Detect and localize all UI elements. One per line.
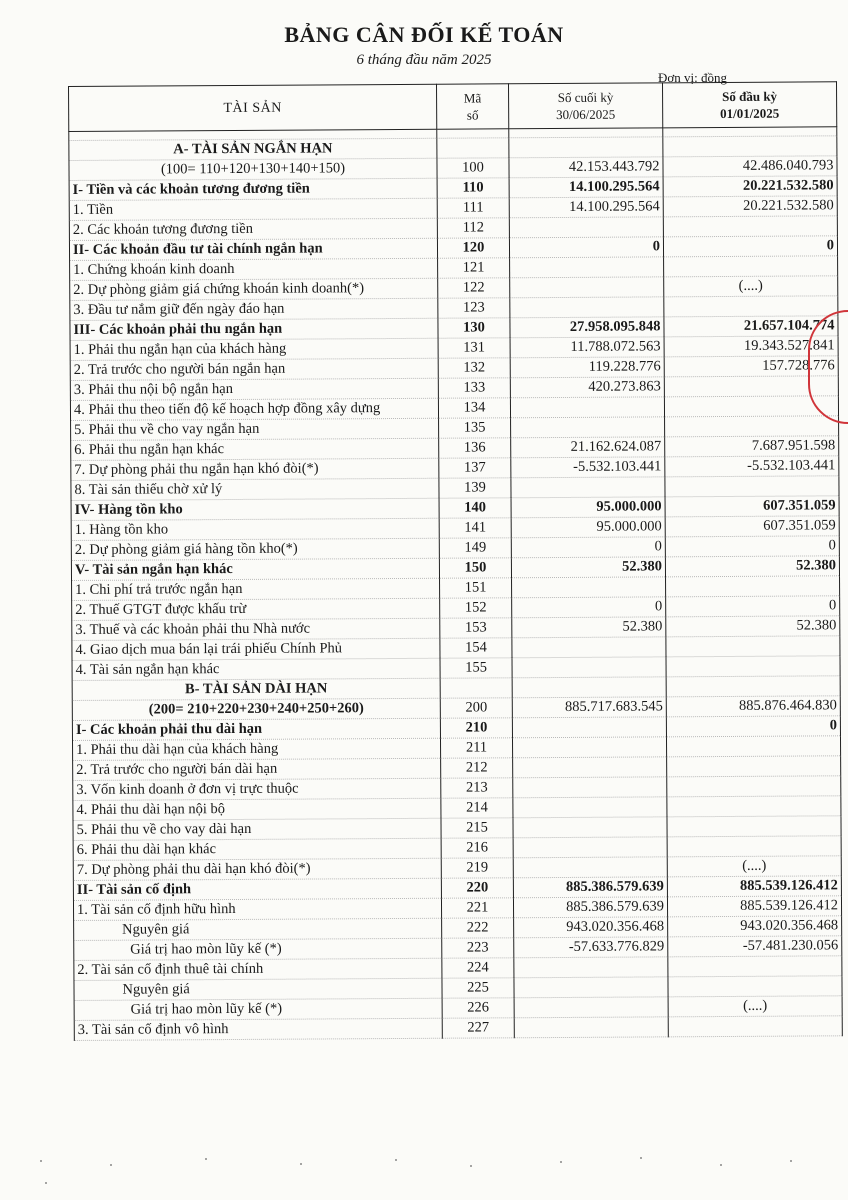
row-end-value: [512, 577, 666, 598]
row-end-value: 0: [509, 237, 663, 258]
row-label: 8. Tài sản thiếu chờ xử lý: [71, 478, 439, 500]
row-begin-value: 7.687.951.598: [665, 436, 839, 457]
row-begin-value: 52.380: [665, 556, 839, 577]
header-code-line2: số: [466, 107, 479, 123]
row-end-value: 0: [512, 597, 666, 618]
row-code: 136: [439, 438, 511, 458]
row-label: II- Các khoản đầu tư tài chính ngắn hạn: [69, 238, 437, 260]
row-end-value: [510, 257, 664, 278]
row-begin-value: 885.876.464.830: [666, 696, 840, 717]
row-code: 139: [439, 478, 511, 498]
row-begin-value: -5.532.103.441: [665, 456, 839, 477]
row-label: (100= 110+120+130+140+150): [69, 158, 437, 180]
row-end-value: 885.386.579.639: [513, 897, 667, 918]
row-end-value: [513, 777, 667, 798]
row-end-value: 885.717.683.545: [512, 697, 666, 718]
row-end-value: [511, 417, 665, 438]
row-code: 224: [442, 958, 514, 978]
row-label: V- Tài sản ngắn hạn khác: [71, 558, 439, 580]
row-code: 155: [440, 658, 512, 678]
row-label: (200= 210+220+230+240+250+260): [72, 698, 440, 720]
row-end-value: [512, 677, 666, 698]
row-label: 4. Tài sản ngắn hạn khác: [72, 658, 440, 680]
row-begin-value: 52.380: [666, 616, 840, 637]
row-label: II- Tài sản cố định: [73, 878, 441, 900]
row-label: 4. Phải thu theo tiến độ kế hoạch hợp đồng xây dựng: [70, 398, 438, 420]
row-begin-value: [666, 736, 840, 757]
row-code: 153: [440, 618, 512, 638]
row-code: 141: [439, 518, 511, 538]
row-end-value: [510, 277, 664, 298]
row-begin-value: [667, 836, 841, 857]
row-label: 3. Thuế và các khoản phải thu Nhà nước: [72, 618, 440, 640]
row-code: 121: [438, 258, 510, 278]
row-label: A- TÀI SẢN NGẮN HẠN: [69, 138, 437, 160]
row-begin-value: [667, 796, 841, 817]
row-end-value: 52.380: [512, 617, 666, 638]
row-label: 1. Chứng khoán kinh doanh: [70, 258, 438, 280]
row-code: 149: [439, 538, 511, 558]
row-label: 3. Đầu tư nắm giữ đến ngày đáo hạn: [70, 298, 438, 320]
row-label: 3. Phải thu nội bộ ngắn hạn: [70, 378, 438, 400]
row-begin-value: [668, 956, 842, 977]
row-label: I- Các khoản phải thu dài hạn: [72, 718, 440, 740]
header-begin-line1: Số đầu kỳ: [722, 88, 778, 105]
row-end-value: [512, 637, 666, 658]
row-begin-value: 42.486.040.793: [663, 156, 837, 177]
header-code: [436, 84, 508, 129]
row-label: Nguyên giá: [74, 978, 442, 1000]
header-end-period: [508, 83, 662, 129]
row-code: 122: [438, 278, 510, 298]
row-code: 154: [440, 638, 512, 658]
row-end-value: [514, 957, 668, 978]
row-label: 7. Dự phòng phải thu dài hạn khó đòi(*): [73, 858, 441, 880]
row-end-value: [512, 717, 666, 738]
row-end-value: [512, 657, 666, 678]
row-begin-value: [667, 816, 841, 837]
balance-sheet: [68, 81, 842, 1041]
row-code: 123: [438, 298, 510, 318]
row-label: 7. Dự phòng phải thu ngắn hạn khó đòi(*): [71, 458, 439, 480]
row-code: 135: [439, 418, 511, 438]
row-end-value: [513, 817, 667, 838]
row-label: 1. Chi phí trả trước ngắn hạn: [72, 578, 440, 600]
row-label: 3. Vốn kinh doanh ở đơn vị trực thuộc: [73, 778, 441, 800]
row-begin-value: 19.343.527.841: [664, 336, 838, 357]
scan-specks: [0, 1150, 848, 1200]
row-end-value: 14.100.295.564: [509, 197, 663, 218]
row-begin-value: [667, 776, 841, 797]
row-code: 223: [442, 938, 514, 958]
row-begin-value: 885.539.126.412: [667, 876, 841, 897]
row-begin-value: [668, 1016, 842, 1037]
row-begin-value: 943.020.356.468: [668, 916, 842, 937]
row-begin-value: (....): [664, 276, 838, 297]
row-label: 6. Phải thu dài hạn khác: [73, 838, 441, 860]
table-header-row: [69, 82, 837, 132]
row-code: 152: [440, 598, 512, 618]
row-end-value: [512, 737, 666, 758]
row-code: 150: [439, 558, 511, 578]
row-end-value: -5.532.103.441: [511, 457, 665, 478]
row-end-value: 95.000.000: [511, 497, 665, 518]
row-end-value: [513, 757, 667, 778]
row-begin-value: (....): [668, 996, 842, 1017]
row-code: 110: [437, 178, 509, 198]
header-code-line1: Mã: [463, 90, 482, 106]
row-label: Giá trị hao mòn lũy kế (*): [74, 998, 442, 1020]
row-code: 111: [437, 198, 509, 218]
row-end-value: [510, 297, 664, 318]
row-code: 200: [440, 698, 512, 718]
row-code: 130: [438, 318, 510, 338]
row-begin-value: [666, 676, 840, 697]
document-title: BẢNG CÂN ĐỐI KẾ TOÁN: [284, 22, 564, 47]
row-begin-value: 157.728.776: [664, 356, 838, 377]
row-code: 211: [440, 738, 512, 758]
row-code: 214: [441, 798, 513, 818]
row-begin-value: [664, 256, 838, 277]
row-begin-value: [664, 296, 838, 317]
row-begin-value: 21.657.104.774: [664, 316, 838, 337]
row-begin-value: 20.221.532.580: [663, 196, 837, 217]
row-label: I- Tiền và các khoản tương đương tiền: [69, 178, 437, 200]
row-begin-value: 0: [663, 236, 837, 257]
row-code: 131: [438, 338, 510, 358]
row-begin-value: 885.539.126.412: [667, 896, 841, 917]
row-end-value: -57.633.776.829: [514, 937, 668, 958]
row-code: 151: [440, 578, 512, 598]
row-end-value: 95.000.000: [511, 517, 665, 538]
row-label: Giá trị hao mòn lũy kế (*): [74, 938, 442, 960]
row-code: 132: [438, 358, 510, 378]
row-code: 137: [439, 458, 511, 478]
row-code: 215: [441, 818, 513, 838]
row-end-value: 42.153.443.792: [509, 157, 663, 178]
row-end-value: [513, 837, 667, 858]
row-end-value: 119.228.776: [510, 357, 664, 378]
row-label: 5. Phải thu về cho vay dài hạn: [73, 818, 441, 840]
row-code: 140: [439, 498, 511, 518]
row-begin-value: [663, 136, 837, 157]
row-code: 222: [442, 918, 514, 938]
row-label: IV- Hàng tồn kho: [71, 498, 439, 520]
row-end-value: 0: [511, 537, 665, 558]
row-code: 219: [441, 858, 513, 878]
row-label: B- TÀI SẢN DÀI HẠN: [72, 678, 440, 700]
header-end-line1: Số cuối kỳ: [557, 89, 614, 106]
row-label: 4. Giao dịch mua bán lại trái phiếu Chính Phủ: [72, 638, 440, 660]
row-end-value: [509, 137, 663, 158]
row-label: 1. Phải thu ngắn hạn của khách hàng: [70, 338, 438, 360]
row-label: 3. Tài sản cố định vô hình: [74, 1018, 442, 1040]
row-end-value: [513, 797, 667, 818]
row-label: III- Các khoản phải thu ngắn hạn: [70, 318, 438, 340]
row-label: 1. Hàng tồn kho: [71, 518, 439, 540]
row-begin-value: [665, 476, 839, 497]
row-end-value: [513, 857, 667, 878]
header-begin-line2: 01/01/2025: [720, 105, 780, 122]
header-begin-period: [662, 82, 836, 128]
row-begin-value: 607.351.059: [665, 516, 839, 537]
header-assets: TÀI SẢN: [69, 84, 437, 131]
row-end-value: 420.273.863: [510, 377, 664, 398]
row-code: 112: [437, 218, 509, 238]
row-end-value: [514, 1017, 668, 1038]
row-code: 221: [441, 898, 513, 918]
row-end-value: 11.788.072.563: [510, 337, 664, 358]
row-code: 100: [437, 158, 509, 178]
currency-unit: Đơn vị: đồng: [658, 70, 727, 85]
row-end-value: 943.020.356.468: [514, 917, 668, 938]
row-label: 1. Phải thu dài hạn của khách hàng: [72, 738, 440, 760]
row-code: 216: [441, 838, 513, 858]
row-begin-value: 0: [666, 596, 840, 617]
row-begin-value: [666, 576, 840, 597]
row-begin-value: [667, 756, 841, 777]
row-label: 6. Phải thu ngắn hạn khác: [71, 438, 439, 460]
row-label: 4. Phải thu dài hạn nội bộ: [73, 798, 441, 820]
row-end-value: 885.386.579.639: [513, 877, 667, 898]
row-end-value: [509, 217, 663, 238]
row-code: 212: [441, 758, 513, 778]
row-label: 2. Tài sản cố định thuê tài chính: [74, 958, 442, 980]
row-begin-value: (....): [667, 856, 841, 877]
row-code: 134: [438, 398, 510, 418]
row-begin-value: [668, 976, 842, 997]
row-begin-value: 20.221.532.580: [663, 176, 837, 197]
row-end-value: 27.958.095.848: [510, 317, 664, 338]
row-end-value: [514, 997, 668, 1018]
table-row: [74, 1016, 842, 1041]
row-end-value: [514, 977, 668, 998]
row-label: 2. Trả trước cho người bán dài hạn: [73, 758, 441, 780]
row-end-value: [510, 397, 664, 418]
row-end-value: [511, 477, 665, 498]
row-code: 213: [441, 778, 513, 798]
row-end-value: 14.100.295.564: [509, 177, 663, 198]
row-label: 5. Phải thu về cho vay ngắn hạn: [71, 418, 439, 440]
row-code: 120: [437, 238, 509, 258]
row-code: 133: [438, 378, 510, 398]
row-code: [440, 678, 512, 698]
row-begin-value: 607.351.059: [665, 496, 839, 517]
row-code: 226: [442, 998, 514, 1018]
row-code: 225: [442, 978, 514, 998]
row-label: 2. Dự phòng giảm giá chứng khoán kinh doanh(*): [70, 278, 438, 300]
row-label: 2. Các khoản tương đương tiền: [69, 218, 437, 240]
row-begin-value: -57.481.230.056: [668, 936, 842, 957]
row-label: 1. Tài sản cố định hữu hình: [73, 898, 441, 920]
row-end-value: 21.162.624.087: [511, 437, 665, 458]
row-label: 2. Trả trước cho người bán ngắn hạn: [70, 358, 438, 380]
header-end-line2: 30/06/2025: [556, 106, 616, 123]
row-begin-value: [666, 636, 840, 657]
row-begin-value: 0: [666, 716, 840, 737]
document-subtitle: 6 tháng đầu năm 2025: [356, 52, 492, 68]
row-label: Nguyên giá: [74, 918, 442, 940]
row-begin-value: [665, 416, 839, 437]
row-begin-value: [666, 656, 840, 677]
row-label: 2. Dự phòng giảm giá hàng tồn kho(*): [71, 538, 439, 560]
row-begin-value: [663, 216, 837, 237]
row-code: 227: [442, 1018, 514, 1038]
row-code: 220: [441, 878, 513, 898]
table-body: [69, 127, 843, 1041]
row-code: [437, 138, 509, 158]
row-label: 2. Thuế GTGT được khấu trừ: [72, 598, 440, 620]
row-label: 1. Tiền: [69, 198, 437, 220]
row-begin-value: 0: [665, 536, 839, 557]
balance-sheet-table: [68, 81, 843, 1041]
row-code: 210: [440, 718, 512, 738]
row-end-value: 52.380: [511, 557, 665, 578]
